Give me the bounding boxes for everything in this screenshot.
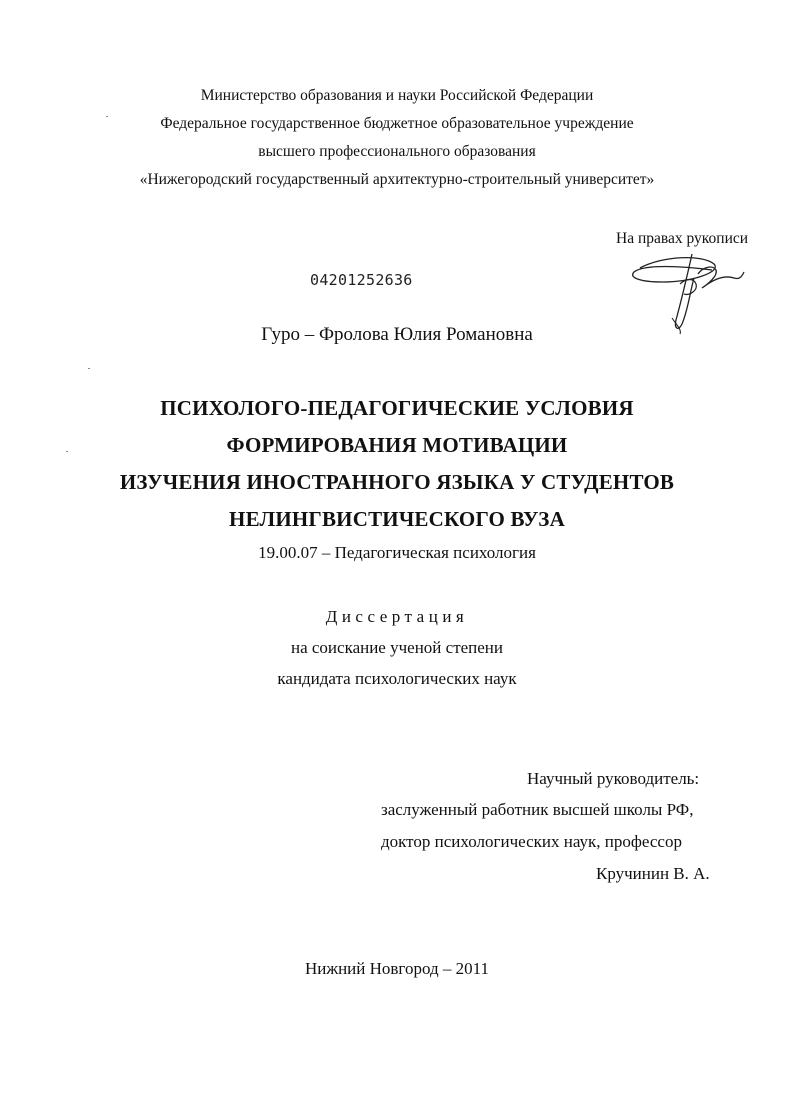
title-line-3: ИЗУЧЕНИЯ ИНОСТРАННОГО ЯЗЫКА У СТУДЕНТОВ	[119, 470, 675, 494]
supervisor-title-2: доктор психологических наук, профессор	[381, 832, 682, 851]
document-code: 04201252636	[310, 271, 413, 289]
ministry-line: Министерство образования и науки Российской Федерации	[200, 87, 594, 104]
rights-note: На правах рукописи	[616, 230, 749, 247]
place-year-line: Нижний Новгород – 2011	[304, 959, 490, 978]
specialty-line: 19.00.07 – Педагогическая психология	[258, 543, 536, 562]
supervisor-title-1: заслуженный работник высшей школы РФ,	[381, 800, 694, 819]
degree-line: кандидата психологических наук	[277, 669, 517, 688]
university-name-line: «Нижегородский государственный архитектурно-строительный университет»	[139, 171, 655, 188]
scan-speck	[66, 451, 68, 452]
scan-speck	[106, 116, 108, 117]
institution-type-line: Федеральное государственное бюджетное образовательное учреждение	[160, 115, 634, 132]
author-name: Гуро – Фролова Юлия Романовна	[261, 324, 533, 345]
education-level-line: высшего профессионального образования	[258, 143, 536, 160]
title-line-1: ПСИХОЛОГО-ПЕДАГОГИЧЕСКИЕ УСЛОВИЯ	[160, 396, 634, 420]
title-line-2: ФОРМИРОВАНИЯ МОТИВАЦИИ	[226, 433, 568, 457]
degree-purpose-line: на соискание ученой степени	[290, 638, 504, 657]
dissertation-label: Диссертация	[325, 607, 469, 626]
scan-speck	[88, 368, 90, 369]
supervisor-name: Кручинин В. А.	[596, 864, 710, 883]
supervisor-heading: Научный руководитель:	[527, 769, 700, 788]
title-line-4: НЕЛИНГВИСТИЧЕСКОГО ВУЗА	[229, 507, 565, 531]
